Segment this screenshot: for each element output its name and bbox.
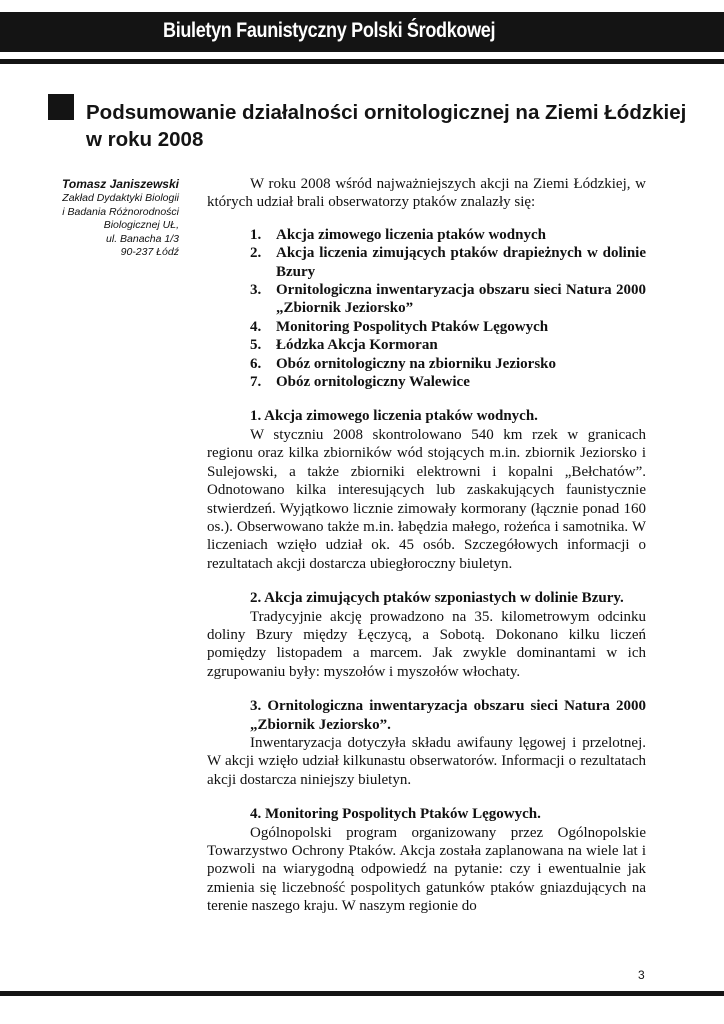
author-name: Tomasz Janiszewski	[62, 177, 179, 191]
list-item-number: 6.	[250, 355, 262, 372]
list-item-text: Monitoring Pospolitych Ptaków Lęgowych	[276, 318, 549, 335]
list-item	[250, 318, 646, 336]
list-item	[250, 244, 646, 281]
list-item-text: Łódzka Akcja Kormoran	[276, 337, 438, 354]
list-item	[250, 355, 646, 373]
affiliation-line: i Badania Różnorodności	[62, 205, 179, 218]
activities-list	[207, 226, 646, 392]
intro-paragraph: W roku 2008 wśród najważniejszych akcji na Ziemi Łódzkiej, w których udział brali obserwatorzy ptaków znalazły się:	[207, 176, 646, 211]
section-paragraph: Ogólnopolski program organizowany przez Ogólnopolskie Towarzystwo Ochrony Ptaków. Akcja została zaplanowana na wiele lat i pozwoli na wiarygodną odpowiedź na pytanie: czy i ewentualnie jak zmienia się liczebność pospolitych gatunków ptaków gniazdujących na terenie naszego kraju. W naszym regionie do	[207, 824, 646, 915]
header-rule	[0, 59, 724, 64]
list-item-number: 1.	[250, 226, 262, 243]
journal-banner	[0, 12, 724, 52]
section-paragraph: Inwentaryzacja dotyczyła składu awifauny lęgowej i przelotnej. W akcji wzięło udział kilkunastu obserwatorów. Informacji o rezultatach akcji dostarcza niniejszy biuletyn.	[207, 734, 646, 788]
list-item-number: 3.	[250, 282, 262, 299]
article-body	[207, 175, 646, 916]
list-item-text: Ornitologiczna inwentaryzacja obszaru sieci Natura 2000 „Zbiornik Jeziorsko”	[276, 282, 646, 317]
list-item-text: Obóz ornitologiczny Walewice	[276, 374, 470, 391]
affiliation-line: ul. Banacha 1/3	[106, 232, 179, 245]
affiliation-line: Zakład Dydaktyki Biologii	[62, 192, 179, 204]
list-item	[250, 336, 646, 354]
list-item	[250, 281, 646, 318]
list-item-number: 2.	[250, 245, 262, 262]
journal-title: Biuletyn Faunistyczny Polski Środkowej	[163, 19, 496, 42]
section-heading: 3. Ornitologiczna inwentaryzacja obszaru sieci Natura 2000 „Zbiornik Jeziorsko”.	[250, 698, 646, 733]
section-paragraph: W styczniu 2008 skontrolowano 540 km rzek w granicach regionu oraz kilka zbiorników wód stojących m.in. zbiornik Jeziorsko i Sulejowski, a także zbiorniki elektrowni i kopalni „Bełchatów”. Odnotowano kilka interesujących lub zaskakujących faunistycznie stwierdzeń. Wyjątkowo licznie zimowały kormorany (łącznie ponad 160 os.). Obserwowano także m.in. łabędzia małego, rożeńca i samotnika. W liczeniach wzięło udział ok. 45 osób. Szczegółowych informacji o rezultatach akcji dostarcza ubiegłoroczny biuletyn.	[207, 426, 646, 572]
title-square-marker	[48, 94, 74, 120]
list-item	[250, 373, 646, 391]
author-block	[20, 176, 179, 260]
list-item-number: 7.	[250, 374, 262, 391]
page-number: 3	[638, 968, 645, 982]
list-item-text: Akcja liczenia zimujących ptaków drapieżnych w dolinie Bzury	[276, 245, 646, 280]
affiliation-line: 90-237 Łódź	[120, 246, 179, 258]
article-title: Podsumowanie działalności ornitologicznej na Ziemi Łódzkiej w roku 2008	[86, 101, 687, 151]
section-paragraph: Tradycyjnie akcję prowadzono na 35. kilometrowym odcinku doliny Bzury między Łęczycą, a Sobotą. Dokonano kilku liczeń pomiędzy listopadem a marcem. Jak zwykle dominantami w ich zgrupowaniu były: myszołów i myszołów włochaty.	[207, 608, 646, 680]
section-heading: 2. Akcja zimujących ptaków szponiastych w dolinie Bzury.	[250, 590, 624, 607]
list-item-number: 5.	[250, 337, 262, 354]
section-heading: 1. Akcja zimowego liczenia ptaków wodnych.	[250, 408, 538, 425]
list-item	[250, 226, 646, 244]
list-item-text: Obóz ornitologiczny na zbiorniku Jeziorsko	[276, 355, 557, 372]
footer-rule	[0, 991, 724, 996]
affiliation-line: Biologicznej UŁ,	[103, 219, 179, 231]
list-item-text: Akcja zimowego liczenia ptaków wodnych	[276, 226, 546, 243]
section-heading: 4. Monitoring Pospolitych Ptaków Lęgowych.	[250, 806, 541, 823]
list-item-number: 4.	[250, 318, 262, 335]
